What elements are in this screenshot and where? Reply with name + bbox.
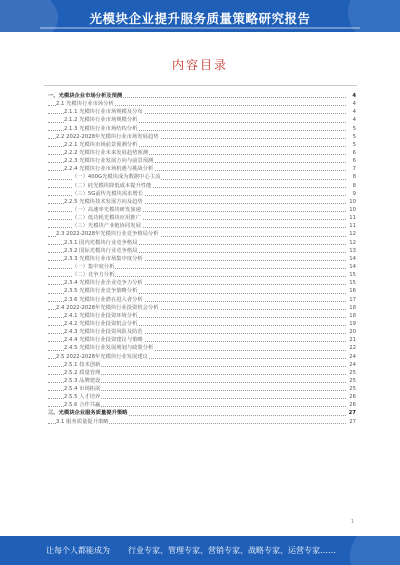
toc-entry-page: 4 (352, 117, 356, 124)
toc-entry-label: 2.5.5 人才培养 (64, 394, 101, 401)
toc-entry[interactable] (48, 214, 356, 222)
toc-entry-page: 9 (352, 190, 356, 197)
toc-entry-label: 2.3.6 光模块行业潜在进入者分析 (64, 296, 143, 303)
toc-entry-label: （一）集中度分析 (72, 263, 115, 270)
toc-entry[interactable] (48, 393, 356, 401)
toc-entry-label: 2.3.3 光模块行业市场集中度分析 (64, 255, 143, 262)
toc-entry-page: 18 (349, 304, 356, 311)
toc-entry-label: 3.1 服务质量提升策略 (56, 418, 109, 425)
toc-divider (44, 85, 357, 86)
toc-entry[interactable] (48, 369, 356, 377)
toc-entry[interactable] (48, 328, 356, 336)
toc-entry-page: 20 (349, 329, 356, 336)
toc-title: 内容目录 (171, 58, 228, 72)
toc-entry[interactable] (48, 133, 356, 141)
toc-entry-page: 15 (349, 272, 356, 279)
toc-entry[interactable] (48, 320, 356, 328)
page-number: 1 (350, 519, 354, 525)
toc-entry-page: 11 (349, 215, 356, 222)
toc-entry[interactable] (48, 279, 356, 287)
toc-entry-page: 10 (349, 198, 356, 205)
toc-entry-label: 2.5 2022-2028年光模块行业发展建议 (56, 353, 148, 360)
toc-entry-label: 2.2.4 光模块行业市场机遇与挑战分析 (64, 166, 154, 173)
toc-entry-label: 2.5.3 品牌建设 (64, 377, 101, 384)
toc-entry-label: 2.5.1 技术创新 (64, 361, 101, 368)
toc-entry-label: （二）低功耗光模块应用推广 (72, 215, 141, 222)
toc-entry-page: 16 (349, 288, 356, 295)
toc-entry-label: 一、光模块企业市场分析及预测 (48, 93, 123, 99)
toc-entry-label: 三、光模块企业服务质量提升策略 (48, 410, 128, 417)
toc-entry[interactable] (48, 287, 356, 295)
toc-entry-page: 14 (349, 263, 356, 270)
toc-entry-page: 6 (352, 149, 356, 156)
toc-entry[interactable] (48, 198, 356, 206)
toc-entry-label: 2.1.2 光模块行业市场规模分析 (64, 117, 138, 124)
toc-entry[interactable] (48, 173, 356, 181)
toc-entry-label: （一）高速率光模块研发加速 (72, 206, 141, 213)
toc-entry-label: 2.1.1 光模块行业市场规模及分布 (64, 109, 143, 116)
toc-entry-label: 2.2.5 光模块技术发展方向及趋势 (64, 198, 143, 205)
toc-entry-label: 2.3.5 光模块行业竞争策略分析 (64, 288, 138, 295)
report-header-banner (0, 0, 400, 32)
toc-entry-page: 15 (349, 280, 356, 287)
toc-entry[interactable] (48, 125, 356, 133)
toc-entry-label: 2.1 光模块行业市场分析 (56, 101, 114, 108)
toc-entry-page: 12 (349, 239, 356, 246)
toc-entry-page: 10 (349, 206, 356, 213)
toc-entry-page: 21 (349, 337, 356, 344)
toc-entry[interactable] (48, 255, 356, 263)
toc-entry-page: 17 (349, 296, 356, 303)
toc-entry-page: 5 (352, 141, 356, 148)
toc-entry[interactable] (48, 100, 356, 108)
toc-entry-page: 5 (352, 133, 356, 140)
toc-entry[interactable] (48, 385, 356, 393)
toc-entry-label: 2.1.3 光模块行业市场结构分析 (64, 125, 138, 132)
toc-entry-page: 7 (352, 166, 356, 173)
toc-entry-label: （一）400G光模块成为数据中心主流 (72, 174, 161, 181)
toc-entry[interactable] (48, 190, 356, 198)
toc-entry[interactable] (48, 304, 356, 312)
header-underline (40, 27, 360, 29)
toc-entry[interactable] (48, 353, 356, 361)
toc-entry-page: 27 (349, 418, 356, 425)
toc-entry-label: 2.5.4 市场拓展 (64, 386, 101, 393)
toc-entry-page: 8 (352, 174, 356, 181)
toc-entry-page: 26 (349, 402, 356, 409)
toc-entry[interactable] (48, 336, 356, 344)
toc-entry[interactable] (48, 108, 356, 116)
toc-entry[interactable] (48, 271, 356, 279)
toc-entry-page: 22 (349, 345, 356, 352)
toc-entry-page: 25 (349, 386, 356, 393)
toc-entry[interactable] (48, 141, 356, 149)
toc-entry-label: 2.4.4 光模块行业投资建议与策略 (64, 337, 143, 344)
toc-entry-page: 24 (349, 361, 356, 368)
toc-entry-label: （二）硅光模块降低成本提升性能 (72, 182, 152, 189)
toc-entry-page: 4 (352, 93, 356, 99)
toc-entry-label: 2.3.4 光模块行业企业竞争力分析 (64, 280, 143, 287)
toc-entry-label: 2.4.3 光模块行业投资风险及防范 (64, 329, 143, 336)
toc-entry[interactable] (48, 239, 356, 247)
toc-entry-page: 6 (352, 158, 356, 165)
toc-entry[interactable] (48, 344, 356, 352)
toc-entry-label: （三）光模块产业链协同发展 (72, 223, 141, 230)
report-title: 光模块企业提升服务质量策略研究报告 (89, 11, 311, 26)
toc-entry[interactable] (48, 206, 356, 214)
toc-entry-page: 18 (349, 312, 356, 319)
toc-entry[interactable] (48, 230, 356, 238)
toc-entry-label: （三）5G前传光模块需求增长 (72, 190, 144, 197)
toc-entry-label: 2.4.2 光模块行业投资机会分析 (64, 320, 138, 327)
toc-entry[interactable] (48, 157, 356, 165)
toc-entry-page: 13 (349, 247, 356, 254)
table-of-contents (48, 92, 356, 426)
toc-entry[interactable] (48, 401, 356, 409)
toc-entry-page: 27 (348, 410, 356, 417)
toc-entry-page: 26 (349, 394, 356, 401)
toc-entry-label: 2.4 2022-2028年光模块行业投资机会分析 (56, 304, 159, 311)
toc-entry-page: 8 (352, 182, 356, 189)
toc-entry[interactable] (48, 92, 356, 100)
toc-entry-label: 2.2.2 光模块行业未来发展趋势预测 (64, 149, 149, 156)
toc-entry[interactable] (48, 222, 356, 230)
toc-entry-label: 2.5.2 质量管理 (64, 369, 101, 376)
toc-entry[interactable] (48, 312, 356, 320)
toc-entry-page: 11 (349, 223, 356, 230)
toc-entry[interactable] (48, 116, 356, 124)
footer-banner (0, 536, 400, 565)
footer-decoration (350, 536, 400, 565)
toc-entry-page: 4 (352, 109, 356, 116)
toc-entry-label: 2.3 2022-2028年光模块行业竞争格局分析 (56, 231, 159, 238)
toc-entry-page: 25 (349, 369, 356, 376)
toc-entry-page: 12 (349, 231, 356, 238)
toc-entry-label: 2.4.5 光模块行业发展规划与政策分析 (64, 345, 154, 352)
toc-entry[interactable] (48, 247, 356, 255)
toc-entry-page: 14 (349, 255, 356, 262)
toc-entry-label: 2.5.6 合作共赢 (64, 402, 101, 409)
toc-entry-label: 2.2 2022-2028年光模块行业市场发展趋势 (56, 133, 159, 140)
toc-entry-label: 2.2.3 光模块行业发展方向与前景预测 (64, 158, 154, 165)
toc-entry[interactable] (48, 418, 356, 426)
toc-entry-label: 2.4.1 光模块行业投资环境分析 (64, 312, 138, 319)
toc-entry-page: 5 (352, 125, 356, 132)
toc-entry[interactable] (48, 182, 356, 190)
toc-entry-page: 24 (349, 353, 356, 360)
toc-entry[interactable] (48, 296, 356, 304)
footer-slogan: 让每个人都能成为 (46, 546, 110, 555)
toc-entry-page: 19 (349, 320, 356, 327)
toc-entry[interactable] (48, 165, 356, 173)
toc-entry[interactable] (48, 149, 356, 157)
toc-entry[interactable] (48, 263, 356, 271)
toc-entry-label: 2.3.1 国内光模块行业竞争格局 (64, 239, 138, 246)
footer-roles: 行业专家、管理专家、营销专家、战略专家、运营专家…… (128, 546, 336, 555)
toc-entry-page: 25 (349, 377, 356, 384)
toc-entry-page: 4 (352, 101, 356, 108)
toc-entry[interactable] (48, 377, 356, 385)
toc-entry-label: 2.3.2 国际光模块行业竞争格局 (64, 247, 138, 254)
toc-entry[interactable] (48, 409, 356, 417)
toc-entry[interactable] (48, 361, 356, 369)
toc-entry-label: 2.2.1 光模块市场前景预测分析 (64, 141, 138, 148)
toc-entry-label: （二）竞争力分析 (72, 272, 115, 279)
